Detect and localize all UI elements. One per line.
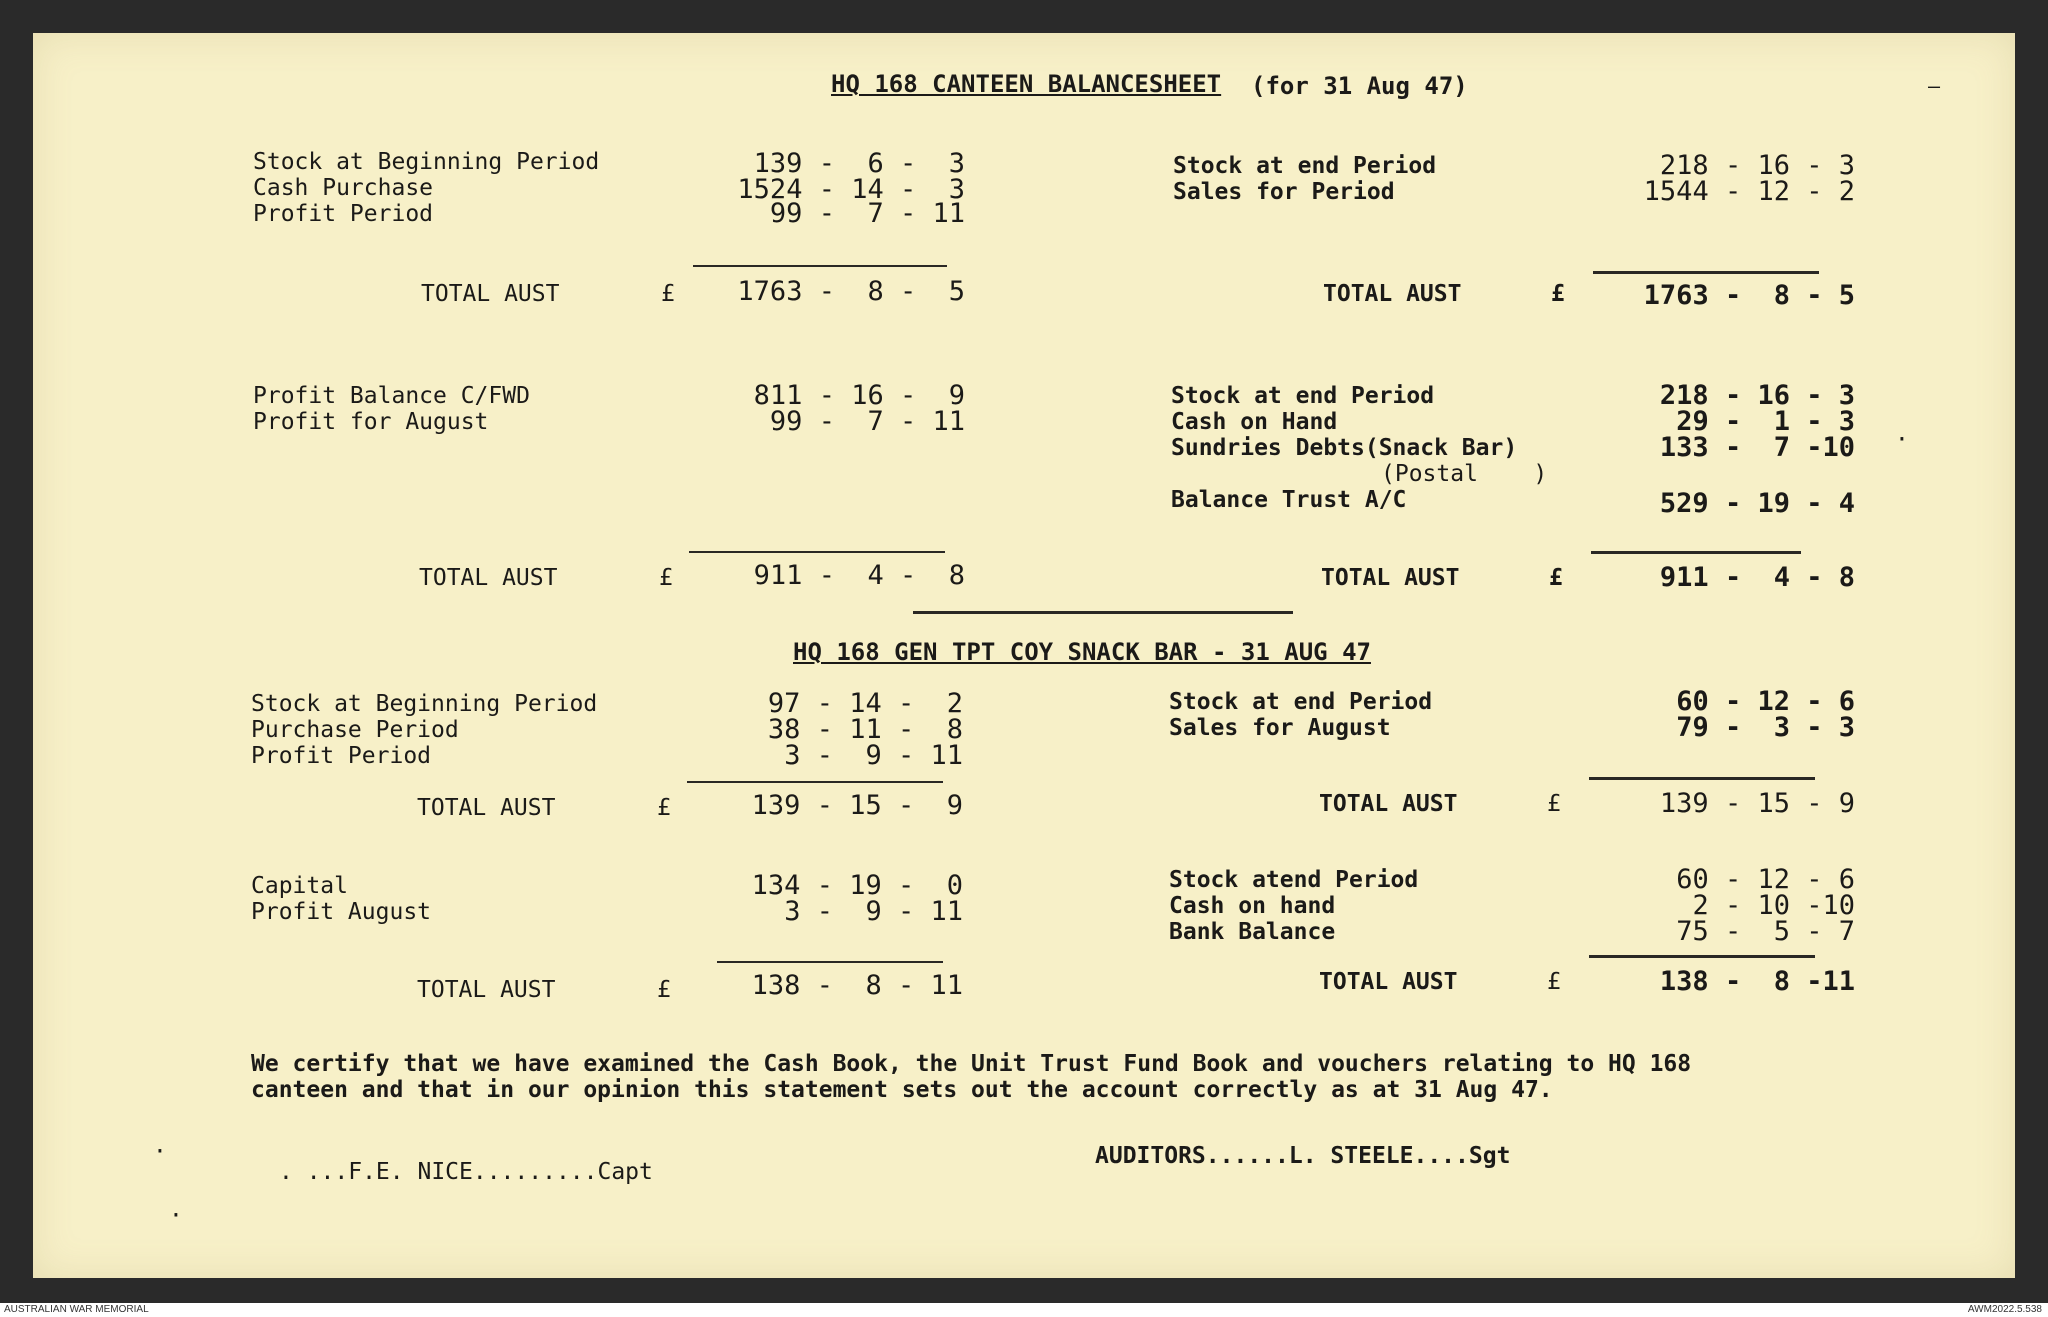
line-amount: 99 - 7 - 11 — [769, 198, 965, 229]
currency-symbol: £ — [657, 795, 671, 821]
line-amount: 99 - 7 - 11 — [769, 406, 965, 437]
document-title: HQ 168 CANTEEN BALANCESHEET — [831, 70, 1222, 98]
total-amount: 911 - 4 - 8 — [1659, 562, 1855, 593]
archive-reference: AWM2022.5.538 — [1967, 1304, 2042, 1315]
line-label: Balance Trust A/C — [1171, 487, 1407, 513]
rule-line — [717, 961, 943, 963]
total-amount: 139 - 15 - 9 — [751, 790, 963, 821]
section-divider — [913, 611, 1293, 614]
line-amount: 3 - 9 - 11 — [784, 896, 963, 927]
line-amount: 75 - 5 - 7 — [1676, 916, 1855, 947]
total-label: TOTAL AUST — [1321, 565, 1460, 591]
line-label: Profit Period — [251, 743, 432, 769]
paper-speck: · — [153, 1139, 167, 1165]
total-label: TOTAL AUST — [1319, 969, 1458, 995]
line-label: Profit for August — [253, 409, 489, 435]
document-sheet — [33, 33, 2015, 1278]
total-amount: 138 - 8 - 11 — [751, 970, 963, 1001]
total-label: TOTAL AUST — [1323, 281, 1462, 307]
line-label: Cash Purchase — [253, 175, 434, 201]
currency-symbol: £ — [1549, 565, 1563, 591]
archive-footer — [0, 1303, 2048, 1317]
line-amount: 38 - 11 - 8 — [767, 714, 963, 745]
auditor-signature: AUDITORS......L. STEELE....Sgt — [1095, 1143, 1511, 1169]
line-label: Sales for Period — [1173, 179, 1395, 205]
line-amount: 29 - 1 - 3 — [1676, 406, 1855, 437]
total-amount: 1763 - 8 - 5 — [737, 276, 965, 307]
line-label: Purchase Period — [251, 717, 459, 743]
currency-symbol: £ — [1547, 791, 1561, 817]
line-label: Profit Balance C/FWD — [253, 383, 530, 409]
captain-signature: . ...F.E. NICE.........Capt — [279, 1159, 653, 1185]
margin-mark: – — [1928, 74, 1941, 98]
rule-line — [1591, 551, 1801, 554]
line-label: (Postal ) — [1381, 461, 1548, 487]
rule-line — [1593, 271, 1819, 274]
total-amount: 138 - 8 -11 — [1659, 966, 1855, 997]
line-label: Cash on Hand — [1171, 409, 1338, 435]
rule-line — [693, 265, 947, 267]
line-amount: 811 - 16 - 9 — [753, 380, 965, 411]
total-label: TOTAL AUST — [421, 281, 560, 307]
line-amount: 139 - 6 - 3 — [753, 148, 965, 179]
certification-line: We certify that we have examined the Cash Book, the Unit Trust Fund Book and vouchers relating to HQ 168 — [251, 1051, 1692, 1077]
line-amount: 60 - 12 - 6 — [1676, 864, 1855, 895]
line-label: Capital — [251, 873, 348, 899]
line-label: Stock at Beginning Period — [251, 691, 598, 717]
line-label: Sundries Debts(Snack Bar) — [1171, 435, 1518, 461]
line-label: Stock atend Period — [1169, 867, 1419, 893]
line-label: Stock at end Period — [1173, 153, 1437, 179]
line-amount: 1544 - 12 - 2 — [1643, 176, 1855, 207]
line-amount: 3 - 9 - 11 — [784, 740, 963, 771]
rule-line — [1589, 955, 1815, 958]
line-label: Stock at end Period — [1169, 689, 1433, 715]
line-label: Stock at Beginning Period — [253, 149, 600, 175]
line-label: Sales for August — [1169, 715, 1391, 741]
rule-line — [1589, 777, 1815, 780]
document-title-date: (for 31 Aug 47) — [1251, 72, 1468, 100]
line-amount: 218 - 16 - 3 — [1659, 380, 1855, 411]
line-label: Profit Period — [253, 201, 434, 227]
currency-symbol: £ — [659, 565, 673, 591]
paper-speck: · — [169, 1203, 183, 1229]
line-amount: 60 - 12 - 6 — [1676, 686, 1855, 717]
total-label: TOTAL AUST — [417, 795, 556, 821]
line-label: Profit August — [251, 899, 432, 925]
total-amount: 911 - 4 - 8 — [753, 560, 965, 591]
line-label: Cash on hand — [1169, 893, 1336, 919]
total-amount: 139 - 15 - 9 — [1659, 788, 1855, 819]
currency-symbol: £ — [657, 977, 671, 1003]
archive-name: AUSTRALIAN WAR MEMORIAL — [4, 1304, 149, 1315]
line-amount: 134 - 19 - 0 — [751, 870, 963, 901]
line-amount: 529 - 19 - 4 — [1659, 488, 1855, 519]
line-label: Bank Balance — [1169, 919, 1336, 945]
total-amount: 1763 - 8 - 5 — [1643, 280, 1855, 311]
rule-line — [689, 551, 945, 553]
paper-speck: · — [1895, 427, 1909, 453]
line-label: Stock at end Period — [1171, 383, 1435, 409]
line-amount: 2 - 10 -10 — [1692, 890, 1855, 921]
rule-line — [687, 781, 943, 783]
currency-symbol: £ — [1551, 281, 1565, 307]
total-label: TOTAL AUST — [417, 977, 556, 1003]
line-amount: 1524 - 14 - 3 — [737, 174, 965, 205]
snack-bar-title: HQ 168 GEN TPT COY SNACK BAR - 31 AUG 47 — [793, 638, 1371, 666]
total-label: TOTAL AUST — [1319, 791, 1458, 817]
line-amount: 79 - 3 - 3 — [1676, 712, 1855, 743]
currency-symbol: £ — [661, 281, 675, 307]
line-amount: 218 - 16 - 3 — [1659, 150, 1855, 181]
line-amount: 133 - 7 -10 — [1659, 432, 1855, 463]
currency-symbol: £ — [1547, 969, 1561, 995]
line-amount: 97 - 14 - 2 — [767, 688, 963, 719]
total-label: TOTAL AUST — [419, 565, 558, 591]
certification-line: canteen and that in our opinion this statement sets out the account correctly as at 31 Aug 47. — [251, 1077, 1553, 1103]
